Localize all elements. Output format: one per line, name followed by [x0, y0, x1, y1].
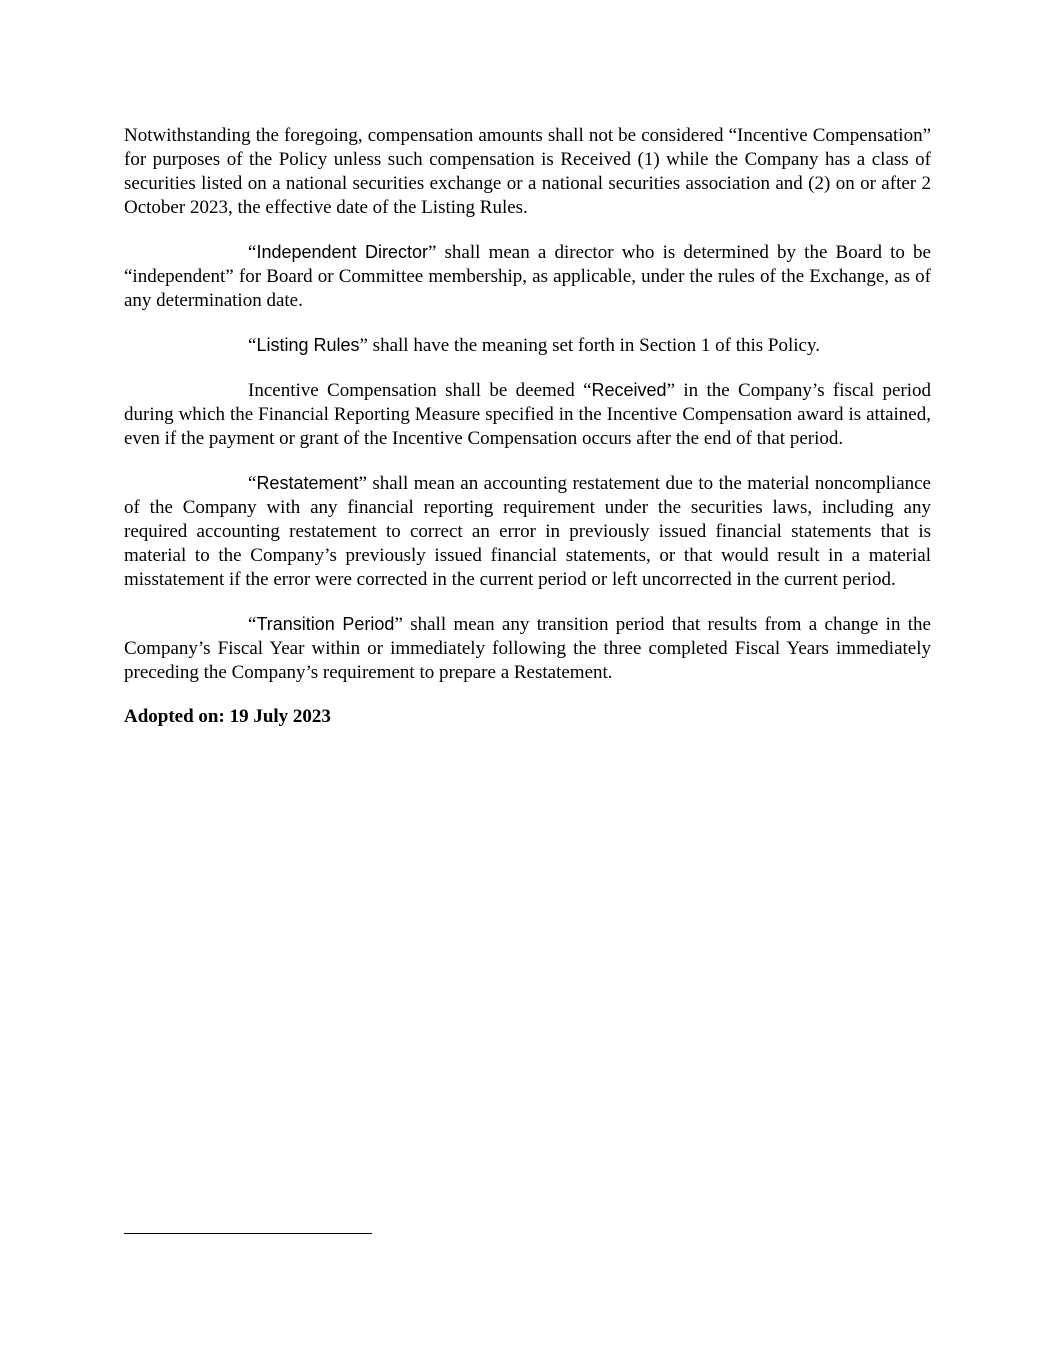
open-quote: “: [248, 242, 257, 263]
defined-term-listing-rules: Listing Rules: [256, 335, 360, 355]
definition-text: ” shall mean any transition period that results from a change in the Company’s Fiscal Year within or immediately following the three completed Fiscal Years immediately preceding the Company’s requirement to prepare a Restatement.: [124, 614, 931, 683]
footnote-separator: [124, 1233, 372, 1234]
paragraph-listing-rules: [124, 333, 931, 358]
defined-term-independent-director: Independent Director: [256, 242, 428, 262]
defined-term-transition-period: Transition Period: [256, 614, 395, 634]
adopted-date: Adopted on: 19 July 2023: [124, 706, 331, 727]
defined-term-restatement: Restatement: [256, 473, 359, 493]
paragraph-transition-period: [124, 612, 931, 685]
document-page: [124, 124, 931, 729]
definition-text: ” in the Company’s fiscal period during which the Financial Reporting Measure specified in the Incentive Compensation award is attained, even if the payment or grant of the Incentive Compensation occurs after the end of that period.: [124, 380, 931, 449]
paragraph-restatement: [124, 471, 931, 592]
paragraph-incentive-compensation-exception: [124, 124, 931, 220]
open-quote: “: [248, 335, 257, 356]
paragraph-independent-director: [124, 240, 931, 313]
defined-term-received: Received: [591, 380, 667, 400]
definition-text: ” shall mean an accounting restatement due to the material noncompliance of the Company with any financial reporting requirement under the securities laws, including any required accounting restatement to correct an error in previously issued financial statements that is material to the Company’s previously issued financial statements, or that would result in a material misstatement if the error were corrected in the current period or left uncorrected in the current period.: [124, 473, 931, 590]
open-quote: “: [248, 473, 257, 494]
lead-text: Incentive Compensation shall be deemed “: [248, 380, 592, 401]
paragraph-received: [124, 378, 931, 451]
paragraph-text: Notwithstanding the foregoing, compensation amounts shall not be considered “Incentive Compensation” for purposes of the Policy unless such compensation is Received (1) while the Company has a class of securities listed on a national securities exchange or a national securities association and (2) on or after 2 October 2023, the effective date of the Listing Rules.: [124, 125, 931, 218]
definition-text: ” shall mean a director who is determined by the Board to be “independent” for Board or Committee membership, as applicable, under the rules of the Exchange, as of any determination date.: [124, 242, 931, 311]
open-quote: “: [248, 614, 257, 635]
definition-text: ” shall have the meaning set forth in Section 1 of this Policy.: [359, 335, 820, 356]
